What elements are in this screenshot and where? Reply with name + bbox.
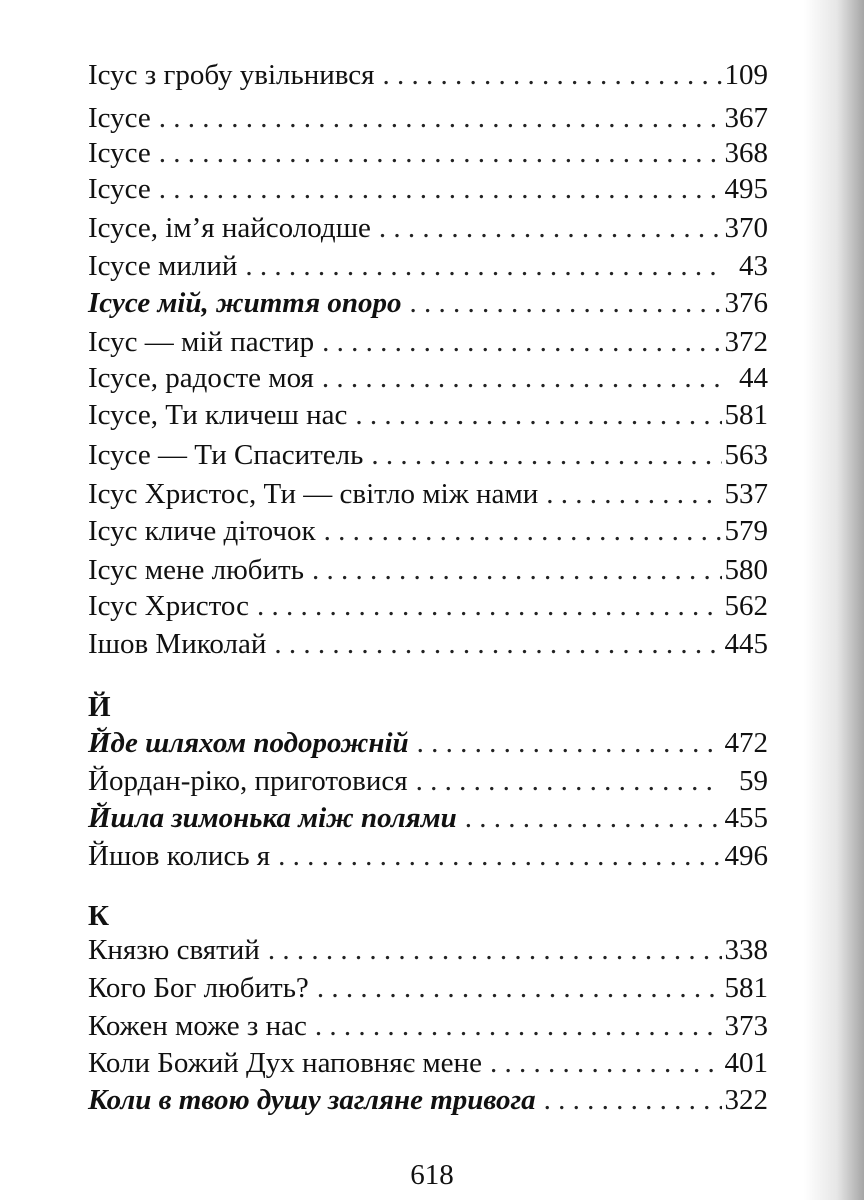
dot-leader: [402, 284, 722, 322]
entry-page: 455: [724, 802, 768, 834]
index-entry: [88, 1044, 768, 1082]
entry-title: Ісус Христос: [88, 590, 249, 622]
entry-page: 368: [724, 137, 768, 169]
index-entry: [88, 247, 768, 285]
index-entry: [88, 587, 768, 625]
index-entry: [88, 625, 768, 663]
index-entry: [88, 99, 768, 137]
entry-page: 496: [724, 840, 768, 872]
entry-page: 580: [724, 554, 768, 586]
dot-leader: [408, 762, 722, 800]
index-entry: [88, 799, 768, 837]
entry-page: 109: [724, 59, 768, 91]
entry-page: 322: [724, 1084, 768, 1116]
entry-page: 43: [739, 250, 768, 282]
entry-page: 537: [724, 478, 768, 510]
entry-page: 338: [724, 934, 768, 966]
entry-page: 563: [724, 439, 768, 471]
entry-title: Ісусе — Ти Спаситель: [88, 439, 364, 471]
dot-leader: [307, 1007, 722, 1045]
entry-title: Ісус з гробу увільнився: [88, 59, 375, 91]
entry-title: Кого Бог любить?: [88, 972, 309, 1004]
entry-title: Коли Божий Дух наповняє мене: [88, 1047, 482, 1079]
entry-page: 376: [724, 287, 768, 319]
dot-leader: [151, 170, 722, 208]
index-entry: [88, 551, 768, 589]
entry-title: Ісусе мій, життя опоро: [88, 287, 402, 319]
entry-title: Ісусе, радосте моя: [88, 362, 314, 394]
entry-title: Князю святий: [88, 934, 260, 966]
page-edge-shadow: [804, 0, 864, 1200]
index-entry: [88, 284, 768, 322]
index-entry: [88, 323, 768, 361]
entry-page: 562: [724, 590, 768, 622]
dot-leader: [482, 1044, 722, 1082]
entry-title: Ішов Миколай: [88, 628, 267, 660]
section-letter-heading: К: [88, 900, 110, 932]
entry-page: 370: [724, 212, 768, 244]
index-entry: [88, 134, 768, 172]
index-entry: [88, 170, 768, 208]
entry-page: 445: [724, 628, 768, 660]
entry-title: Ісусе: [88, 173, 151, 205]
entry-page: 472: [724, 727, 768, 759]
entry-page: 581: [724, 972, 768, 1004]
index-entry: [88, 436, 768, 474]
entry-title: Ісус мене любить: [88, 554, 304, 586]
index-entry: [88, 762, 768, 800]
index-entry: [88, 931, 768, 969]
entry-title: Ісусе: [88, 102, 151, 134]
index-entry: [88, 359, 768, 397]
dot-leader: [538, 475, 722, 513]
entry-page: 581: [724, 399, 768, 431]
dot-leader: [266, 625, 722, 663]
entry-title: Ісус — мій пастир: [88, 326, 315, 358]
dot-leader: [316, 512, 722, 550]
dot-leader: [363, 436, 722, 474]
entry-page: 367: [724, 102, 768, 134]
dot-leader: [237, 247, 722, 285]
dot-leader: [314, 323, 722, 361]
index-entry: [88, 396, 768, 434]
entry-title: Ісус кличе діточок: [88, 515, 316, 547]
dot-leader: [309, 969, 722, 1007]
entry-title: Йордан-ріко, приготовися: [88, 765, 408, 797]
entry-title: Ісусе: [88, 137, 151, 169]
entry-page: 59: [739, 765, 768, 797]
entry-title: Йшла зимонька між полями: [88, 802, 457, 834]
index-entry: [88, 512, 768, 550]
index-entry: [88, 969, 768, 1007]
entry-title: Коли в твою душу загляне тривога: [88, 1084, 536, 1116]
dot-leader: [375, 56, 723, 94]
index-entry: [88, 837, 768, 875]
entry-page: 44: [739, 362, 768, 394]
dot-leader: [151, 134, 722, 172]
entry-page: 495: [724, 173, 768, 205]
index-entry: [88, 56, 768, 94]
dot-leader: [457, 799, 722, 837]
dot-leader: [371, 209, 722, 247]
entry-page: 579: [724, 515, 768, 547]
entry-title: Ісусе милий: [88, 250, 238, 282]
dot-leader: [249, 587, 722, 625]
dot-leader: [260, 931, 722, 969]
page-number: 618: [410, 1159, 454, 1191]
dot-leader: [304, 551, 722, 589]
index-entry: [88, 1007, 768, 1045]
index-entry: [88, 209, 768, 247]
entry-title: Кожен може з нас: [88, 1010, 307, 1042]
entry-page: 372: [724, 326, 768, 358]
index-entry: [88, 1081, 768, 1119]
dot-leader: [409, 724, 722, 762]
entry-title: Йде шляхом подорожній: [88, 727, 409, 759]
section-letter-heading: Й: [88, 691, 111, 723]
dot-leader: [270, 837, 722, 875]
index-entry: [88, 724, 768, 762]
entry-page: 373: [724, 1010, 768, 1042]
dot-leader: [536, 1081, 722, 1119]
entry-title: Ісусе, ім’я найсолодше: [88, 212, 371, 244]
dot-leader: [314, 359, 722, 397]
entry-title: Ісусе, Ти кличеш нас: [88, 399, 348, 431]
dot-leader: [151, 99, 722, 137]
entry-title: Йшов колись я: [88, 840, 271, 872]
entry-page: 401: [724, 1047, 768, 1079]
entry-title: Ісус Христос, Ти — світло між нами: [88, 478, 539, 510]
dot-leader: [347, 396, 722, 434]
index-entry: [88, 475, 768, 513]
